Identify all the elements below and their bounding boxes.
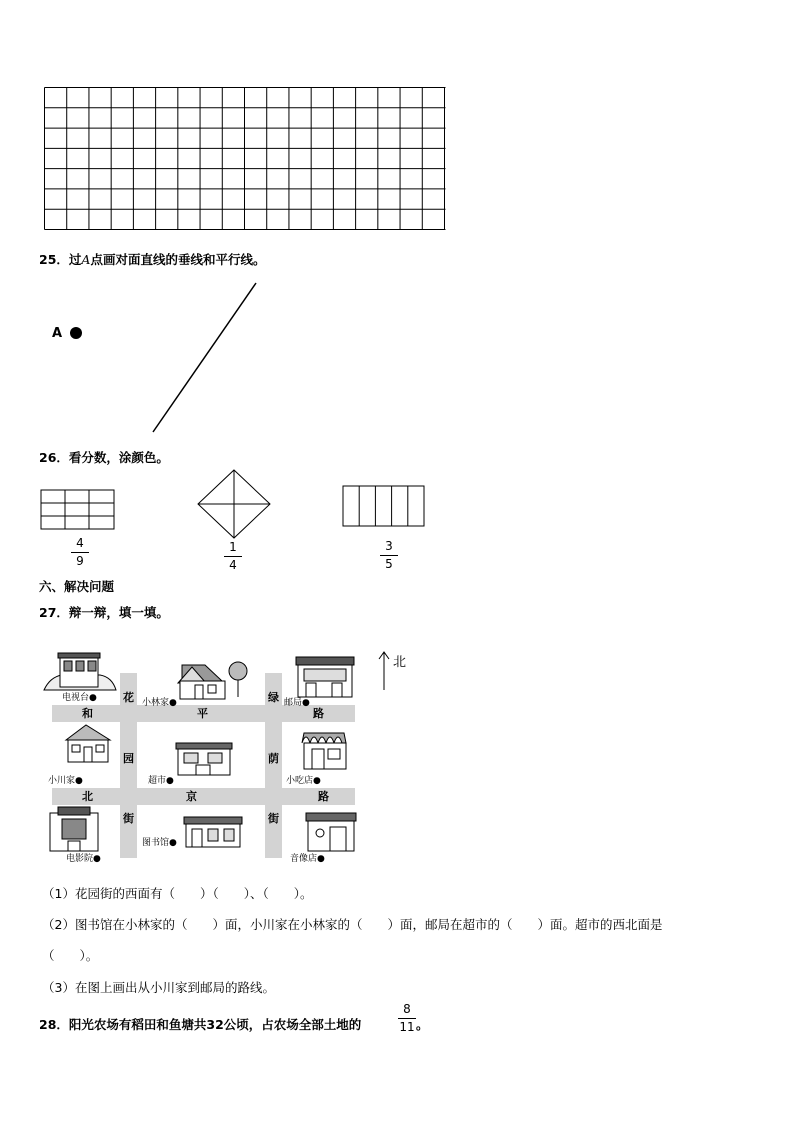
north-label: 北 — [393, 655, 407, 670]
denominator: 4 — [229, 558, 237, 572]
xiaolin-house — [178, 662, 247, 699]
fraction-8-11 — [396, 1003, 418, 1034]
road-char: 街 — [123, 812, 134, 825]
q25-figure — [60, 275, 280, 440]
square-4-parts — [196, 468, 272, 540]
rectangle-5-parts — [342, 484, 426, 528]
road-char: 路 — [313, 707, 324, 720]
map-drawing — [40, 645, 370, 865]
place-label-cinema: 电影院● — [66, 854, 101, 864]
road-char: 京 — [186, 790, 197, 803]
question-25 — [39, 250, 265, 268]
point-variable: A — [81, 252, 91, 267]
fraction-4-9 — [68, 537, 92, 568]
xiaochuan-house — [66, 725, 110, 762]
road-char: 路 — [318, 790, 329, 803]
library-building — [184, 817, 242, 847]
place-label-snack: 小吃店● — [286, 776, 321, 786]
road-char: 平 — [197, 707, 208, 720]
question-27: 27．辩一辩，填一填。 — [39, 605, 169, 620]
point-a-label: A — [52, 326, 63, 341]
question-26: 26．看分数，涂颜色。 — [39, 450, 169, 465]
road-char: 和 — [82, 707, 93, 720]
road-char: 荫 — [268, 752, 279, 765]
denominator: 11 — [399, 1020, 415, 1034]
q27-sub2: （2）图书馆在小林家的（ ）面，小川家在小林家的（ ）面，邮局在超市的（ ）面。超市的西北面是 — [42, 917, 663, 932]
place-label-post: 邮局● — [284, 698, 310, 708]
question-28: 28．阳光农场有稻田和鱼塘共32公顷，占农场全部土地的 — [39, 1017, 362, 1032]
point-a-dot — [70, 327, 82, 339]
north-arrow-icon — [378, 650, 390, 692]
road-char: 园 — [123, 752, 134, 765]
q28-period: 。 — [416, 1017, 429, 1032]
tv-station-building — [44, 653, 116, 690]
rectangle-9-parts — [40, 488, 116, 530]
denominator: 9 — [76, 554, 84, 568]
snack-shop-building — [302, 733, 346, 769]
q25-text-post: 点画对面直线的垂线和平行线。 — [90, 252, 266, 267]
numerator: 4 — [76, 536, 84, 550]
road-beijing — [52, 788, 355, 805]
q27-sub3: （3）在图上画出从小川家到邮局的路线。 — [42, 980, 275, 995]
supermarket-building — [176, 743, 232, 775]
place-label-music: 音像店● — [290, 854, 325, 864]
fraction-3-5 — [377, 540, 401, 571]
place-label-market: 超市● — [148, 776, 174, 786]
road-char: 北 — [82, 790, 93, 803]
square-grid — [44, 87, 447, 231]
post-office-building — [296, 657, 354, 697]
slanted-line — [153, 283, 256, 432]
place-label-xiaochuan: 小川家● — [48, 776, 83, 786]
numerator: 1 — [229, 540, 237, 554]
numerator: 8 — [403, 1002, 411, 1016]
q27-sub2-continued: （ ）。 — [42, 948, 99, 963]
section-title: 六、解决问题 — [39, 579, 115, 594]
place-label-xiaolin: 小林家● — [142, 698, 177, 708]
q27-sub1: （1）花园街的西面有（ ）（ ）、（ ）。 — [42, 886, 313, 901]
cinema-building — [50, 807, 98, 851]
road-char: 绿 — [268, 691, 279, 704]
question-number: 25． — [39, 252, 69, 267]
fraction-1-4 — [221, 541, 245, 572]
road-char: 花 — [123, 691, 134, 704]
place-label-library: 图书馆● — [142, 838, 177, 848]
town-map — [40, 645, 370, 865]
road-char: 街 — [268, 812, 279, 825]
numerator: 3 — [385, 539, 393, 553]
denominator: 5 — [385, 557, 393, 571]
place-label-tv: 电视台● — [62, 693, 97, 703]
q25-text-pre: 过 — [68, 252, 82, 267]
music-store-building — [306, 813, 356, 851]
